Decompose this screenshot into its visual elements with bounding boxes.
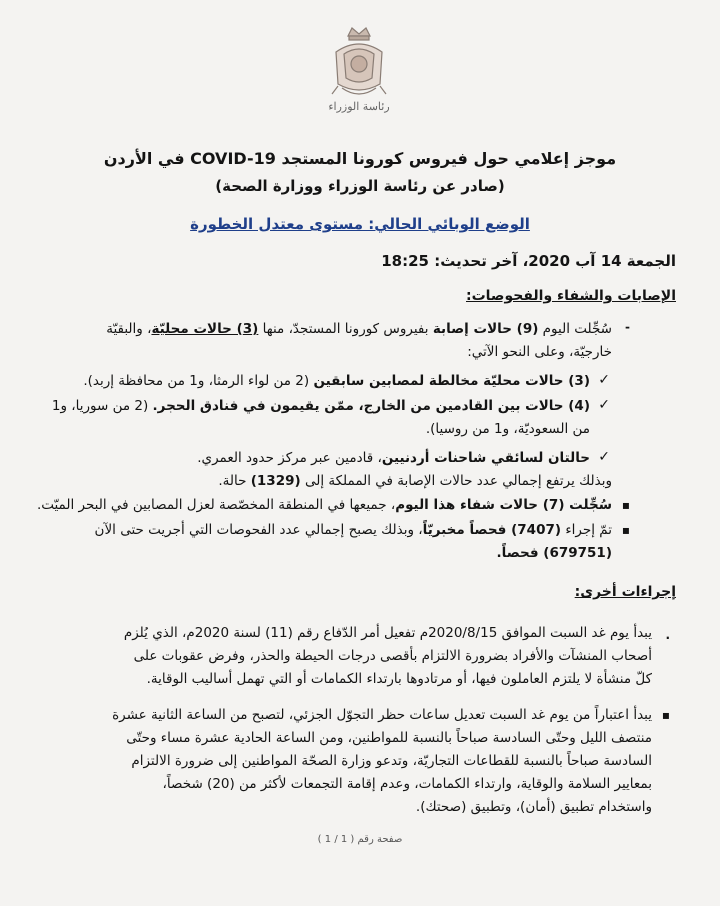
page-subtitle: (صادر عن رئاسة الوزراء ووزارة الصحة) [215,177,505,195]
cases-line-1: سُجِّلت اليوم (9) حالات إصابة بفيروس كورونا المستجدّ، منها (3) حالات محليّة، والبقيّة [106,321,612,337]
arrivals-cases-item: (4) حالات بين القادمين من الخارج، ممّن يقيمون في فنادق الحجر. (2 من سوريا، و1 من السعوديّة، و1 من روسيا). [51,398,590,437]
bullet-dot: . [665,628,670,642]
defense-order-paragraph: يبدأ يوم غد السبت الموافق 2020/8/15م تفعيل أمر الدّفاع رقم (11) لسنة 2020م، الذي يُلزم أصحاب المنشآت والأفراد بضرورة الالتزام بأقصى درجات الحيطة والحذر، وفرض عقوبات على كلّ منشأة لا يلتزم العاملون فيها، أو مرتادوها بارتداء الكمامات أو التي تهمل أساليب الوقاية. [123,625,652,687]
local-cases-item: (3) حالات محليّة مخالطة لمصابين سابقين (2 من لواء الرمثا، و1 من محافظة إربد). [83,373,590,389]
dateline: الجمعة 14 آب 2020، آخر تحديث: 18:25 [381,252,676,270]
section-heading-cases: الإصابات والشفاء والفحوصات: [466,288,676,304]
page-title: موجز إعلامي حول فيروس كورونا المستجد COVID-19 في الأردن [103,149,617,168]
section-heading-measures: إجراءات أخرى: [574,584,676,600]
page-number: صفحة رقم ( 1 / 1 ) [317,834,403,845]
check-icon: ✓ [598,372,610,388]
emblem-caption: رئاسة الوزراء [328,100,390,113]
bullet-square: ▪ [621,523,630,537]
drivers-cases-item: حالتان لسائقي شاحنات أردنيين، قادمين عبر مركز حدود العمري. [197,450,590,466]
check-icon: ✓ [598,449,610,465]
bullet-square: ▪ [661,708,670,722]
curfew-paragraph: يبدأ اعتباراً من يوم غد السبت تعديل ساعات حظر التجوّل الجزئي، لتصبح من الساعة الثانية عشرة منتصف الليل وحتّى السادسة صباحاً بالنسبة للمواطنين، ومن الساعة الحادية عشرة مساء وحتّى السادسة صباحاً بالنسبة للقطاعات التجاريّة، وتدعو وزارة الصحّة المواطنين إلى ضرورة الالتزام بمعايير السلامة والوقاية، وارتداء الكمامات، وعدم إقامة التجمعات لأكثر من (20) شخصاً، واستخدام تطبيق (أمان)، وتطبيق (صحتك). [112,707,652,815]
bullet-square: ▪ [621,498,630,512]
tests-item: تمّ إجراء (7407) فحصاً مخبريّاً، وبذلك يصبح إجمالي عدد الفحوصات التي أجريت حتى الآن (679751) فحصاً. [94,522,612,561]
cases-paragraph [32,318,612,364]
cases-line-2: خارجيّة، وعلى النحو الآتي: [467,344,612,360]
recoveries-item: سُجِّلت (7) حالات شفاء هذا اليوم، جميعها في المنطقة المخصّصة لعزل المصابين في البحر الميّت. [36,497,612,513]
check-icon: ✓ [598,397,610,413]
bullet-dash: - [625,320,630,334]
epidemic-status: الوضع الوبائي الحالي: مستوى معتدل الخطورة [190,215,530,233]
total-cases-line: وبذلك يرتفع إجمالي عدد حالات الإصابة في المملكة إلى (1329) حالة. [218,473,612,489]
